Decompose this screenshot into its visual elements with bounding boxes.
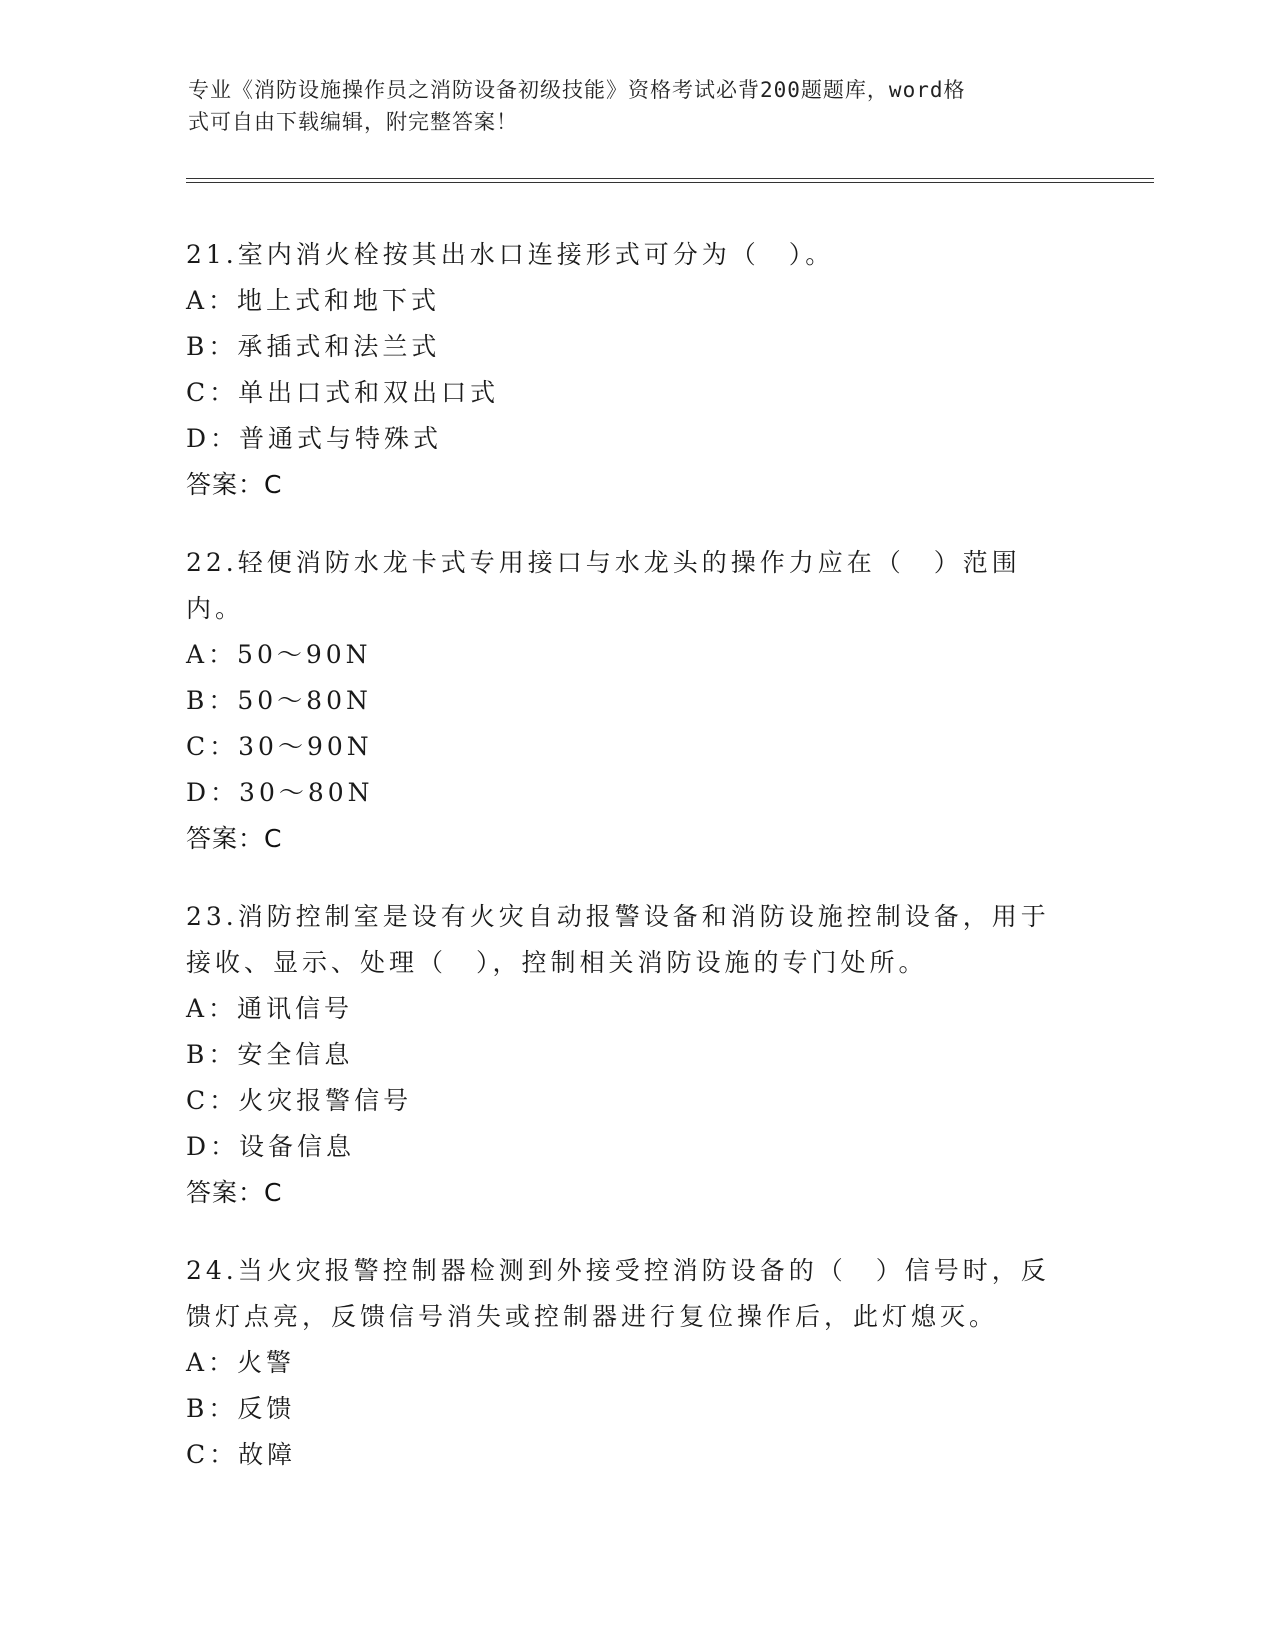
header-divider-top xyxy=(186,178,1154,179)
option-a: A：地上式和地下式 xyxy=(186,286,441,315)
option-c: C：故障 xyxy=(186,1440,297,1469)
option-b: B：反馈 xyxy=(186,1394,296,1423)
option-a: A：火警 xyxy=(186,1348,296,1377)
header-line-2: 式可自由下载编辑，附完整答案！ xyxy=(188,110,518,134)
option-c: C：火灾报警信号 xyxy=(186,1086,413,1115)
option-b: B：50～80N xyxy=(186,686,372,715)
question-list xyxy=(186,232,1086,1510)
option-b: B：安全信息 xyxy=(186,1040,354,1069)
option-d: D：30～80N xyxy=(186,778,374,807)
question-stem: 24.当火灾报警控制器检测到外接受控消防设备的（ ）信号时，反馈灯点亮，反馈信号消失或控制器进行复位操作后，此灯熄灭。 xyxy=(186,1256,1050,1331)
document-header xyxy=(188,74,1068,138)
option-d: D：普通式与特殊式 xyxy=(186,424,443,453)
option-b: B：承插式和法兰式 xyxy=(186,332,441,361)
answer-line: 答案：C xyxy=(186,1178,283,1207)
question-24 xyxy=(186,1248,1086,1478)
answer-line: 答案：C xyxy=(186,470,283,499)
option-c: C：单出口式和双出口式 xyxy=(186,378,500,407)
question-21 xyxy=(186,232,1086,508)
option-c: C：30～90N xyxy=(186,732,373,761)
option-d: D：设备信息 xyxy=(186,1132,356,1161)
option-a: A：通讯信号 xyxy=(186,994,354,1023)
option-a: A：50～90N xyxy=(186,640,372,669)
header-divider-bottom xyxy=(186,182,1154,183)
header-line-1: 专业《消防设施操作员之消防设备初级技能》资格考试必背200题题库，word格 xyxy=(188,78,966,102)
question-23 xyxy=(186,894,1086,1216)
question-stem: 21.室内消火栓按其出水口连接形式可分为（ ）。 xyxy=(186,240,835,269)
answer-line: 答案：C xyxy=(186,824,283,853)
question-22 xyxy=(186,540,1086,862)
question-stem: 22.轻便消防水龙卡式专用接口与水龙头的操作力应在（ ）范围内。 xyxy=(186,548,1021,623)
question-stem: 23.消防控制室是设有火灾自动报警设备和消防设施控制设备，用于接收、显示、处理（ ），控制相关消防设施的专门处所。 xyxy=(186,902,1050,977)
